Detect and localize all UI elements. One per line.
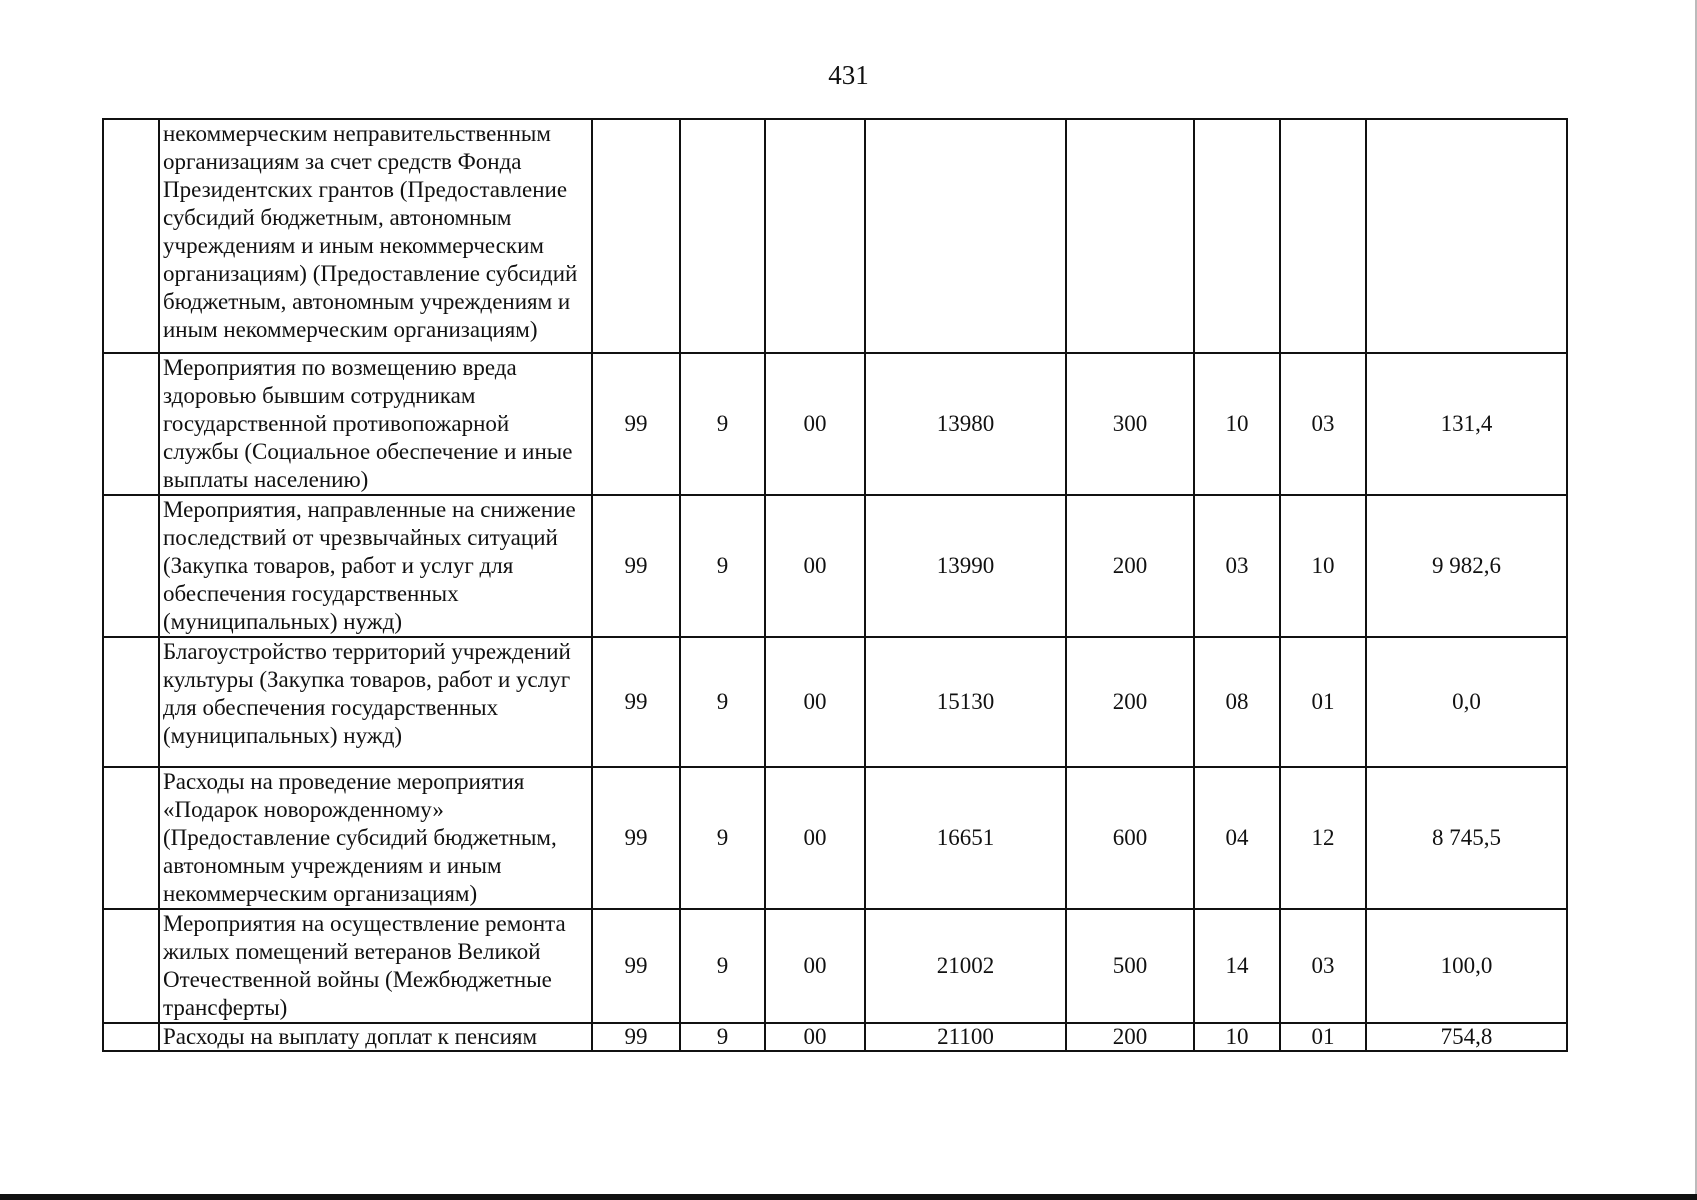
row-number-cell xyxy=(103,909,159,1023)
table-row xyxy=(103,909,1567,1023)
table-row xyxy=(103,353,1567,495)
subprogram-code-cell: 9 xyxy=(680,637,765,767)
subprogram-code-cell: 9 xyxy=(680,495,765,637)
amount-cell xyxy=(1366,119,1567,353)
subsection-code-cell: 03 xyxy=(1280,353,1366,495)
description-cell: Расходы на выплату доплат к пенсиям xyxy=(159,1023,592,1051)
description-cell: Расходы на проведение мероприятия «Подарок новорожденному» (Предоставление субсидий бюджетным, автономным учреждениям и иным некоммерческим организациям) xyxy=(159,767,592,909)
expense-type-cell: 300 xyxy=(1066,353,1194,495)
amount-cell: 9 982,6 xyxy=(1366,495,1567,637)
direction-code-cell: 16651 xyxy=(865,767,1066,909)
amount-cell: 131,4 xyxy=(1366,353,1567,495)
subprogram-code-cell: 9 xyxy=(680,767,765,909)
expense-type-cell: 200 xyxy=(1066,637,1194,767)
row-number-cell xyxy=(103,1023,159,1051)
subprogram-code-cell: 9 xyxy=(680,1023,765,1051)
table-row xyxy=(103,767,1567,909)
program-code-cell: 99 xyxy=(592,1023,680,1051)
table-body xyxy=(103,119,1567,1051)
description-cell: Благоустройство территорий учреждений культуры (Закупка товаров, работ и услуг для обеспечения государственных (муниципальных) нужд) xyxy=(159,637,592,767)
section-code-cell: 04 xyxy=(1194,767,1280,909)
amount-cell: 0,0 xyxy=(1366,637,1567,767)
subsection-code-cell: 03 xyxy=(1280,909,1366,1023)
row-number-cell xyxy=(103,495,159,637)
main-event-code-cell: 00 xyxy=(765,495,865,637)
page-number: 431 xyxy=(828,60,869,90)
description-cell: Мероприятия по возмещению вреда здоровью бывшим сотрудникам государственной противопожарной службы (Социальное обеспечение и иные выплаты населению) xyxy=(159,353,592,495)
row-number-cell xyxy=(103,119,159,353)
expense-type-cell: 500 xyxy=(1066,909,1194,1023)
program-code-cell: 99 xyxy=(592,637,680,767)
section-code-cell: 08 xyxy=(1194,637,1280,767)
program-code-cell: 99 xyxy=(592,909,680,1023)
section-code-cell: 14 xyxy=(1194,909,1280,1023)
section-code-cell xyxy=(1194,119,1280,353)
direction-code-cell: 13980 xyxy=(865,353,1066,495)
table-row xyxy=(103,637,1567,767)
direction-code-cell: 15130 xyxy=(865,637,1066,767)
program-code-cell: 99 xyxy=(592,353,680,495)
program-code-cell xyxy=(592,119,680,353)
subprogram-code-cell xyxy=(680,119,765,353)
description-cell: Мероприятия на осуществление ремонта жилых помещений ветеранов Великой Отечественной войны (Межбюджетные трансферты) xyxy=(159,909,592,1023)
subsection-code-cell: 12 xyxy=(1280,767,1366,909)
main-event-code-cell xyxy=(765,119,865,353)
amount-cell: 754,8 xyxy=(1366,1023,1567,1051)
direction-code-cell: 21100 xyxy=(865,1023,1066,1051)
subsection-code-cell xyxy=(1280,119,1366,353)
section-code-cell: 10 xyxy=(1194,1023,1280,1051)
main-event-code-cell: 00 xyxy=(765,353,865,495)
subsection-code-cell: 10 xyxy=(1280,495,1366,637)
subprogram-code-cell: 9 xyxy=(680,353,765,495)
main-event-code-cell: 00 xyxy=(765,1023,865,1051)
main-event-code-cell: 00 xyxy=(765,767,865,909)
subprogram-code-cell: 9 xyxy=(680,909,765,1023)
main-event-code-cell: 00 xyxy=(765,637,865,767)
budget-table xyxy=(102,118,1568,1052)
expense-type-cell: 600 xyxy=(1066,767,1194,909)
subsection-code-cell: 01 xyxy=(1280,637,1366,767)
main-event-code-cell: 00 xyxy=(765,909,865,1023)
scan-bottom-edge xyxy=(0,1194,1697,1200)
row-number-cell xyxy=(103,353,159,495)
direction-code-cell: 21002 xyxy=(865,909,1066,1023)
expense-type-cell: 200 xyxy=(1066,495,1194,637)
description-cell: некоммерческим неправительственным организациям за счет средств Фонда Президентских грантов (Предоставление субсидий бюджетным, автономным учреждениям и иным некоммерческим организациям) (Предоставление субсидий бюджетным, автономным учреждениям и иным некоммерческим организациям) xyxy=(159,119,592,353)
table-row xyxy=(103,495,1567,637)
row-number-cell xyxy=(103,637,159,767)
direction-code-cell: 13990 xyxy=(865,495,1066,637)
row-number-cell xyxy=(103,767,159,909)
amount-cell: 8 745,5 xyxy=(1366,767,1567,909)
section-code-cell: 10 xyxy=(1194,353,1280,495)
expense-type-cell: 200 xyxy=(1066,1023,1194,1051)
subsection-code-cell: 01 xyxy=(1280,1023,1366,1051)
description-cell: Мероприятия, направленные на снижение последствий от чрезвычайных ситуаций (Закупка товаров, работ и услуг для обеспечения государственных (муниципальных) нужд) xyxy=(159,495,592,637)
direction-code-cell xyxy=(865,119,1066,353)
table-row xyxy=(103,119,1567,353)
section-code-cell: 03 xyxy=(1194,495,1280,637)
program-code-cell: 99 xyxy=(592,495,680,637)
table-row xyxy=(103,1023,1567,1051)
expense-type-cell xyxy=(1066,119,1194,353)
amount-cell: 100,0 xyxy=(1366,909,1567,1023)
program-code-cell: 99 xyxy=(592,767,680,909)
